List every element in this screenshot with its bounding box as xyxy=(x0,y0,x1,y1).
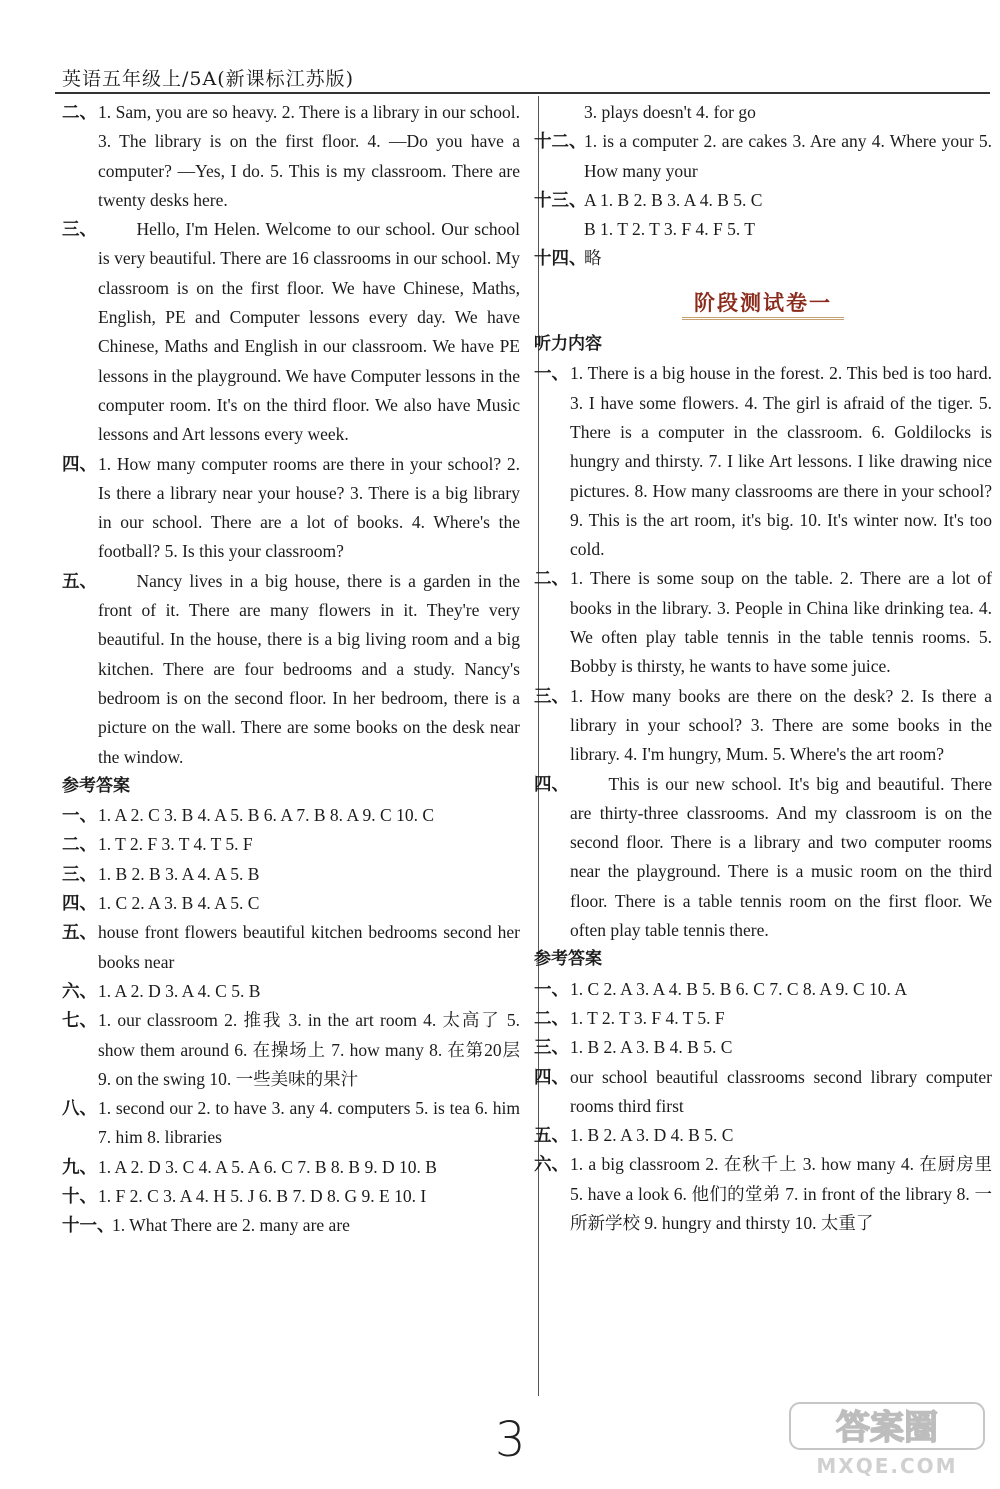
answer-text: 1. F 2. C 3. A 4. H 5. J 6. B 7. D 8. G 9. E 10. I xyxy=(98,1185,427,1206)
answer-label: 四、 xyxy=(534,1066,569,1087)
answer-row xyxy=(62,1153,520,1182)
section-label: 三、 xyxy=(62,219,97,240)
answer-label: 三、 xyxy=(62,863,97,884)
answer-list xyxy=(534,975,992,1239)
section-label: 二、 xyxy=(62,102,97,122)
answer-row xyxy=(534,1033,992,1062)
answer-label: 十一、 xyxy=(62,1215,115,1236)
section-11-continued xyxy=(534,98,992,127)
answer-label: 一、 xyxy=(62,805,97,826)
answer-label: 六、 xyxy=(62,980,97,1001)
watermark-text: 答案圈 xyxy=(836,1408,938,1448)
answer-label: 九、 xyxy=(62,1156,97,1177)
answer-text: 1. our classroom 2. 推我 3. in the art room 4. 太高了 5. show them around 6. 在操场上 7. how many 8. 在第20层 9. on the swing 10. 一些美味的果汁 xyxy=(98,1010,520,1089)
watermark-site: MXQE.COM xyxy=(816,1454,958,1478)
section-title xyxy=(534,288,992,320)
section-label: 二、 xyxy=(534,568,569,589)
answer-label: 七、 xyxy=(62,1010,97,1031)
answer-row xyxy=(62,1182,520,1211)
answer-label: 六、 xyxy=(534,1154,569,1175)
section-text: 1. There is some soup on the table. 2. There are a lot of books in the library. 3. People in China like drinking tea. 4. We often play table tennis in the table tennis rooms. 5. Bobby is thirsty, he wants to have some juice. xyxy=(570,568,992,677)
answer-text: 1. second our 2. to have 3. any 4. computers 5. is tea 6. him 7. him 8. libraries xyxy=(98,1098,520,1148)
answer-row xyxy=(534,1063,992,1122)
answer-label: 十、 xyxy=(62,1185,97,1206)
section-label: 三、 xyxy=(534,685,569,706)
answer-text: 1. T 2. T 3. F 4. T 5. F xyxy=(570,1007,725,1028)
answer-label: 十三、 xyxy=(534,189,587,210)
section-title-text: 阶段测试卷一 xyxy=(682,288,844,320)
section-label: 五、 xyxy=(62,570,97,591)
answer-text: 1. A 2. C 3. B 4. A 5. B 6. A 7. B 8. A 9. C 10. C xyxy=(98,805,434,826)
answers-heading: 参考答案 xyxy=(534,949,602,970)
answer-row xyxy=(62,918,520,977)
answer-row xyxy=(534,244,992,273)
section-4-transcript xyxy=(62,450,520,567)
section-3-transcript xyxy=(62,215,520,449)
answer-row xyxy=(534,975,992,1004)
answer-row xyxy=(62,801,520,830)
section-text: 1. Sam, you are so heavy. 2. There is a library in our school. 3. The library is on the first floor. 4. —Do you have a computer? —Yes, I do. 5. This is my classroom. There are twenty desks here. xyxy=(98,102,520,210)
header-rule xyxy=(55,92,990,94)
answer-list xyxy=(62,801,520,1240)
answer-text: 1. T 2. F 3. T 4. T 5. F xyxy=(98,834,253,855)
section-text: 1. There is a big house in the forest. 2. This bed is too hard. 3. I have some flowers. 4. The girl is afraid of the tiger. 5. There is a computer in the classroom. 6. Goldilocks is hungry and thirsty. 7. I like Art lessons. I like drawing nice pictures. 8. How many classrooms are there in your school? 9. This is the art room, it's big. 10. It's winter now. It's too cold. xyxy=(570,363,992,560)
section-text: 1. How many books are there on the desk? 2. Is there a library in your school? 3. There are some books in the library. 4. I'm hungry, Mum. 5. Where's the art room? xyxy=(570,685,992,765)
listening-section-4 xyxy=(534,770,992,946)
answer-label: 五、 xyxy=(534,1125,569,1146)
left-column xyxy=(62,98,520,1241)
answer-text: 1. B 2. A 3. D 4. B 5. C xyxy=(570,1125,734,1146)
answer-row xyxy=(534,186,992,245)
listening-heading: 听力内容 xyxy=(534,334,602,355)
listening-section-1 xyxy=(534,359,992,564)
answer-row xyxy=(534,127,992,186)
answer-label: 八、 xyxy=(62,1098,97,1119)
answer-text: our school beautiful classrooms second library computer rooms third first xyxy=(570,1066,992,1116)
right-column xyxy=(534,98,992,1238)
answer-label: 一、 xyxy=(534,978,569,999)
answer-text: 1. C 2. A 3. A 4. B 5. B 6. C 7. C 8. A 9. C 10. A xyxy=(570,978,907,999)
section-text: This is our new school. It's big and beautiful. There are thirty-three classrooms. And my classroom is on the second floor. There is a library and two computer rooms near the playground. There is a music room on the third floor. There is a table tennis room on the first floor. We often play table tennis there. xyxy=(570,773,992,941)
answer-row xyxy=(62,1094,520,1153)
answer-text-part-b: B 1. T 2. T 3. F 4. F 5. T xyxy=(584,219,756,240)
answer-text: 1. What There are 2. many are are xyxy=(112,1215,350,1236)
answer-row xyxy=(62,977,520,1006)
answer-text: 略 xyxy=(584,248,602,269)
answer-row xyxy=(534,1004,992,1033)
watermark-logo xyxy=(782,1381,992,1481)
answer-label: 三、 xyxy=(534,1037,569,1058)
answer-row xyxy=(62,1006,520,1094)
answer-label: 四、 xyxy=(62,893,97,914)
answer-row xyxy=(62,860,520,889)
listening-section-2 xyxy=(534,564,992,681)
section-label: 四、 xyxy=(534,773,569,794)
answer-text: 1. is a computer 2. are cakes 3. Are any 4. Where your 5. How many your xyxy=(584,131,992,181)
section-2-transcript xyxy=(62,98,520,215)
section-text: 1. How many computer rooms are there in your school? 2. Is there a library near your house? 3. There is a big library in our school. There are a lot of books. 4. Where's the football? 5. Is this your classroom? xyxy=(98,453,520,562)
section-5-transcript xyxy=(62,567,520,772)
answer-row xyxy=(534,1150,992,1238)
answer-row xyxy=(62,889,520,918)
answer-text: 3. plays doesn't 4. for go xyxy=(584,102,756,122)
page-header: 英语五年级上/5A(新课标江苏版) xyxy=(62,68,355,90)
answer-label: 五、 xyxy=(62,922,97,943)
answer-text: 1. A 2. D 3. C 4. A 5. A 6. C 7. B 8. B 9. D 10. B xyxy=(98,1156,437,1177)
answer-text: house front flowers beautiful kitchen bedrooms second her books near xyxy=(98,922,520,972)
answer-text: 1. B 2. B 3. A 4. A 5. B xyxy=(98,863,260,884)
answer-row xyxy=(534,1121,992,1150)
answer-label: 十四、 xyxy=(534,248,587,269)
answer-text-part-a: A 1. B 2. B 3. A 4. B 5. C xyxy=(584,189,763,210)
answer-label: 十二、 xyxy=(534,131,587,152)
answer-text: 1. C 2. A 3. B 4. A 5. C xyxy=(98,893,260,914)
answer-row xyxy=(62,1211,520,1240)
page-number: 3 xyxy=(495,1412,526,1468)
answer-label: 二、 xyxy=(534,1007,569,1028)
answer-text: 1. B 2. A 3. B 4. B 5. C xyxy=(570,1037,733,1058)
answer-text: 1. a big classroom 2. 在秋千上 3. how many 4. 在厨房里 5. have a look 6. 他们的堂弟 7. in front of the library 8. 一所新学校 9. hungry and thirsty 10. 太重了 xyxy=(570,1154,992,1233)
answer-text: 1. A 2. D 3. A 4. C 5. B xyxy=(98,980,261,1001)
section-label: 一、 xyxy=(534,363,569,384)
section-text: Hello, I'm Helen. Welcome to our school. Our school is very beautiful. There are 16 classrooms in our school. My classroom is on the first floor. We have Chinese, Maths, English, PE and Computer lessons every day. We have Chinese, Maths and English in our classroom. We have PE lessons in the playground. We have Computer lessons in the computer room. It's on the third floor. We also have Music lessons and Art lessons every week. xyxy=(98,219,520,445)
section-text: Nancy lives in a big house, there is a garden in the front of it. There are many flowers in it. They're very beautiful. In the house, there is a big living room and a big kitchen. There are four bedrooms and a study. Nancy's bedroom is on the second floor. In her bedroom, there is a picture on the wall. There are some books on the desk near the window. xyxy=(98,570,520,767)
section-label: 四、 xyxy=(62,453,97,474)
answer-label: 二、 xyxy=(62,834,97,855)
listening-section-3 xyxy=(534,682,992,770)
answer-row xyxy=(62,830,520,859)
answers-heading: 参考答案 xyxy=(62,775,130,796)
